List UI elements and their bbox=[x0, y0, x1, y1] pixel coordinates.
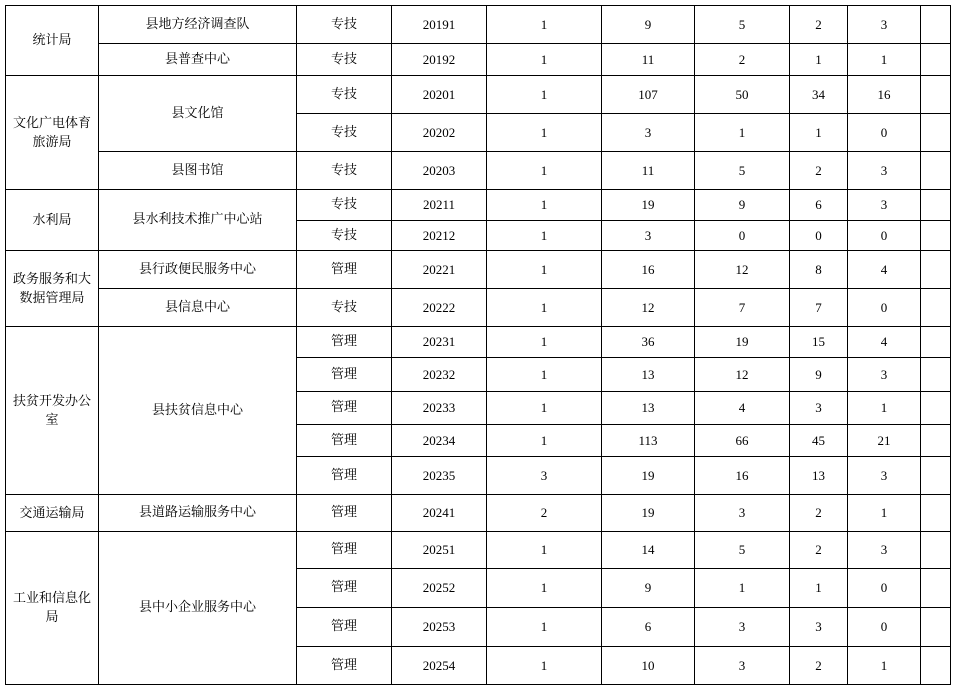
value-cell-3: 1 bbox=[695, 114, 790, 152]
value-cell-2: 12 bbox=[602, 289, 695, 327]
table-row bbox=[6, 152, 951, 190]
value-cell-4: 2 bbox=[790, 647, 848, 685]
department-cell: 政务服务和大数据管理局 bbox=[6, 251, 99, 327]
value-cell-5: 1 bbox=[848, 392, 921, 425]
extra-cell bbox=[921, 251, 951, 289]
value-cell-5: 3 bbox=[848, 152, 921, 190]
value-cell-3: 16 bbox=[695, 457, 790, 495]
post-code-cell: 20202 bbox=[392, 114, 487, 152]
value-cell-1: 1 bbox=[487, 44, 602, 76]
value-cell-2: 16 bbox=[602, 251, 695, 289]
value-cell-2: 19 bbox=[602, 457, 695, 495]
value-cell-3: 50 bbox=[695, 76, 790, 114]
unit-cell: 县信息中心 bbox=[99, 289, 297, 327]
value-cell-1: 1 bbox=[487, 221, 602, 251]
value-cell-5: 21 bbox=[848, 425, 921, 457]
value-cell-3: 66 bbox=[695, 425, 790, 457]
extra-cell bbox=[921, 114, 951, 152]
extra-cell bbox=[921, 76, 951, 114]
value-cell-1: 3 bbox=[487, 457, 602, 495]
table-row bbox=[6, 289, 951, 327]
extra-cell bbox=[921, 647, 951, 685]
value-cell-1: 1 bbox=[487, 358, 602, 392]
value-cell-2: 11 bbox=[602, 152, 695, 190]
value-cell-2: 19 bbox=[602, 190, 695, 221]
value-cell-3: 9 bbox=[695, 190, 790, 221]
extra-cell bbox=[921, 532, 951, 569]
post-type-cell: 管理 bbox=[297, 495, 392, 532]
value-cell-5: 0 bbox=[848, 289, 921, 327]
value-cell-1: 1 bbox=[487, 425, 602, 457]
value-cell-2: 13 bbox=[602, 358, 695, 392]
post-type-cell: 管理 bbox=[297, 425, 392, 457]
post-type-cell: 专技 bbox=[297, 6, 392, 44]
post-code-cell: 20253 bbox=[392, 608, 487, 647]
post-type-cell: 管理 bbox=[297, 569, 392, 608]
post-code-cell: 20192 bbox=[392, 44, 487, 76]
extra-cell bbox=[921, 327, 951, 358]
table-row bbox=[6, 76, 951, 114]
department-cell: 文化广电体育旅游局 bbox=[6, 76, 99, 190]
value-cell-2: 19 bbox=[602, 495, 695, 532]
value-cell-4: 1 bbox=[790, 44, 848, 76]
value-cell-2: 36 bbox=[602, 327, 695, 358]
value-cell-2: 11 bbox=[602, 44, 695, 76]
unit-cell: 县中小企业服务中心 bbox=[99, 532, 297, 685]
value-cell-5: 3 bbox=[848, 190, 921, 221]
value-cell-4: 2 bbox=[790, 6, 848, 44]
post-code-cell: 20211 bbox=[392, 190, 487, 221]
value-cell-1: 1 bbox=[487, 76, 602, 114]
value-cell-3: 5 bbox=[695, 152, 790, 190]
value-cell-1: 1 bbox=[487, 569, 602, 608]
value-cell-5: 3 bbox=[848, 6, 921, 44]
post-type-cell: 专技 bbox=[297, 289, 392, 327]
post-type-cell: 专技 bbox=[297, 114, 392, 152]
unit-cell: 县道路运输服务中心 bbox=[99, 495, 297, 532]
value-cell-2: 10 bbox=[602, 647, 695, 685]
table-row bbox=[6, 532, 951, 569]
extra-cell bbox=[921, 358, 951, 392]
value-cell-4: 34 bbox=[790, 76, 848, 114]
table-row bbox=[6, 327, 951, 358]
recruitment-table bbox=[5, 5, 951, 685]
value-cell-2: 113 bbox=[602, 425, 695, 457]
value-cell-3: 2 bbox=[695, 44, 790, 76]
post-code-cell: 20231 bbox=[392, 327, 487, 358]
post-type-cell: 专技 bbox=[297, 152, 392, 190]
post-code-cell: 20233 bbox=[392, 392, 487, 425]
department-cell: 水利局 bbox=[6, 190, 99, 251]
value-cell-3: 7 bbox=[695, 289, 790, 327]
value-cell-2: 14 bbox=[602, 532, 695, 569]
post-type-cell: 管理 bbox=[297, 358, 392, 392]
value-cell-2: 3 bbox=[602, 221, 695, 251]
post-code-cell: 20201 bbox=[392, 76, 487, 114]
value-cell-1: 1 bbox=[487, 190, 602, 221]
value-cell-4: 7 bbox=[790, 289, 848, 327]
value-cell-4: 0 bbox=[790, 221, 848, 251]
extra-cell bbox=[921, 152, 951, 190]
value-cell-4: 8 bbox=[790, 251, 848, 289]
post-type-cell: 专技 bbox=[297, 221, 392, 251]
post-code-cell: 20254 bbox=[392, 647, 487, 685]
extra-cell bbox=[921, 569, 951, 608]
value-cell-5: 1 bbox=[848, 495, 921, 532]
post-code-cell: 20241 bbox=[392, 495, 487, 532]
value-cell-5: 0 bbox=[848, 608, 921, 647]
value-cell-4: 45 bbox=[790, 425, 848, 457]
value-cell-5: 16 bbox=[848, 76, 921, 114]
extra-cell bbox=[921, 6, 951, 44]
table-row bbox=[6, 190, 951, 221]
value-cell-1: 1 bbox=[487, 327, 602, 358]
unit-cell: 县行政便民服务中心 bbox=[99, 251, 297, 289]
value-cell-4: 2 bbox=[790, 152, 848, 190]
value-cell-5: 3 bbox=[848, 358, 921, 392]
unit-cell: 县文化馆 bbox=[99, 76, 297, 152]
post-type-cell: 管理 bbox=[297, 327, 392, 358]
extra-cell bbox=[921, 457, 951, 495]
value-cell-5: 3 bbox=[848, 532, 921, 569]
post-type-cell: 管理 bbox=[297, 532, 392, 569]
unit-cell: 县普查中心 bbox=[99, 44, 297, 76]
post-code-cell: 20212 bbox=[392, 221, 487, 251]
post-type-cell: 管理 bbox=[297, 647, 392, 685]
value-cell-4: 2 bbox=[790, 495, 848, 532]
value-cell-3: 3 bbox=[695, 647, 790, 685]
value-cell-1: 1 bbox=[487, 251, 602, 289]
value-cell-3: 19 bbox=[695, 327, 790, 358]
value-cell-3: 5 bbox=[695, 6, 790, 44]
value-cell-4: 6 bbox=[790, 190, 848, 221]
value-cell-1: 2 bbox=[487, 495, 602, 532]
value-cell-3: 3 bbox=[695, 495, 790, 532]
extra-cell bbox=[921, 425, 951, 457]
post-type-cell: 管理 bbox=[297, 457, 392, 495]
extra-cell bbox=[921, 608, 951, 647]
post-code-cell: 20191 bbox=[392, 6, 487, 44]
table-row bbox=[6, 6, 951, 44]
value-cell-3: 5 bbox=[695, 532, 790, 569]
value-cell-1: 1 bbox=[487, 114, 602, 152]
value-cell-5: 0 bbox=[848, 569, 921, 608]
department-cell: 统计局 bbox=[6, 6, 99, 76]
value-cell-5: 1 bbox=[848, 647, 921, 685]
value-cell-1: 1 bbox=[487, 647, 602, 685]
post-code-cell: 20221 bbox=[392, 251, 487, 289]
value-cell-1: 1 bbox=[487, 289, 602, 327]
department-cell: 交通运输局 bbox=[6, 495, 99, 532]
value-cell-2: 107 bbox=[602, 76, 695, 114]
post-type-cell: 专技 bbox=[297, 44, 392, 76]
value-cell-2: 9 bbox=[602, 6, 695, 44]
value-cell-4: 1 bbox=[790, 114, 848, 152]
value-cell-3: 3 bbox=[695, 608, 790, 647]
value-cell-2: 9 bbox=[602, 569, 695, 608]
value-cell-2: 3 bbox=[602, 114, 695, 152]
value-cell-1: 1 bbox=[487, 608, 602, 647]
post-code-cell: 20252 bbox=[392, 569, 487, 608]
table-row bbox=[6, 251, 951, 289]
post-type-cell: 专技 bbox=[297, 190, 392, 221]
value-cell-3: 4 bbox=[695, 392, 790, 425]
value-cell-5: 4 bbox=[848, 251, 921, 289]
department-cell: 扶贫开发办公室 bbox=[6, 327, 99, 495]
extra-cell bbox=[921, 289, 951, 327]
value-cell-3: 12 bbox=[695, 251, 790, 289]
extra-cell bbox=[921, 392, 951, 425]
value-cell-1: 1 bbox=[487, 392, 602, 425]
value-cell-3: 12 bbox=[695, 358, 790, 392]
post-type-cell: 专技 bbox=[297, 76, 392, 114]
value-cell-5: 4 bbox=[848, 327, 921, 358]
value-cell-2: 13 bbox=[602, 392, 695, 425]
department-cell: 工业和信息化局 bbox=[6, 532, 99, 685]
table-row bbox=[6, 44, 951, 76]
post-code-cell: 20251 bbox=[392, 532, 487, 569]
post-type-cell: 管理 bbox=[297, 392, 392, 425]
value-cell-1: 1 bbox=[487, 532, 602, 569]
value-cell-3: 1 bbox=[695, 569, 790, 608]
unit-cell: 县水利技术推广中心站 bbox=[99, 190, 297, 251]
post-code-cell: 20234 bbox=[392, 425, 487, 457]
value-cell-4: 3 bbox=[790, 608, 848, 647]
value-cell-2: 6 bbox=[602, 608, 695, 647]
unit-cell: 县图书馆 bbox=[99, 152, 297, 190]
value-cell-4: 3 bbox=[790, 392, 848, 425]
post-code-cell: 20222 bbox=[392, 289, 487, 327]
value-cell-5: 0 bbox=[848, 114, 921, 152]
value-cell-1: 1 bbox=[487, 152, 602, 190]
value-cell-5: 0 bbox=[848, 221, 921, 251]
value-cell-4: 9 bbox=[790, 358, 848, 392]
extra-cell bbox=[921, 44, 951, 76]
post-code-cell: 20235 bbox=[392, 457, 487, 495]
value-cell-4: 2 bbox=[790, 532, 848, 569]
post-type-cell: 管理 bbox=[297, 608, 392, 647]
value-cell-4: 13 bbox=[790, 457, 848, 495]
unit-cell: 县扶贫信息中心 bbox=[99, 327, 297, 495]
table-row bbox=[6, 495, 951, 532]
value-cell-5: 1 bbox=[848, 44, 921, 76]
extra-cell bbox=[921, 495, 951, 532]
value-cell-5: 3 bbox=[848, 457, 921, 495]
extra-cell bbox=[921, 190, 951, 221]
unit-cell: 县地方经济调查队 bbox=[99, 6, 297, 44]
value-cell-3: 0 bbox=[695, 221, 790, 251]
post-code-cell: 20232 bbox=[392, 358, 487, 392]
post-type-cell: 管理 bbox=[297, 251, 392, 289]
value-cell-4: 15 bbox=[790, 327, 848, 358]
value-cell-4: 1 bbox=[790, 569, 848, 608]
value-cell-1: 1 bbox=[487, 6, 602, 44]
extra-cell bbox=[921, 221, 951, 251]
post-code-cell: 20203 bbox=[392, 152, 487, 190]
